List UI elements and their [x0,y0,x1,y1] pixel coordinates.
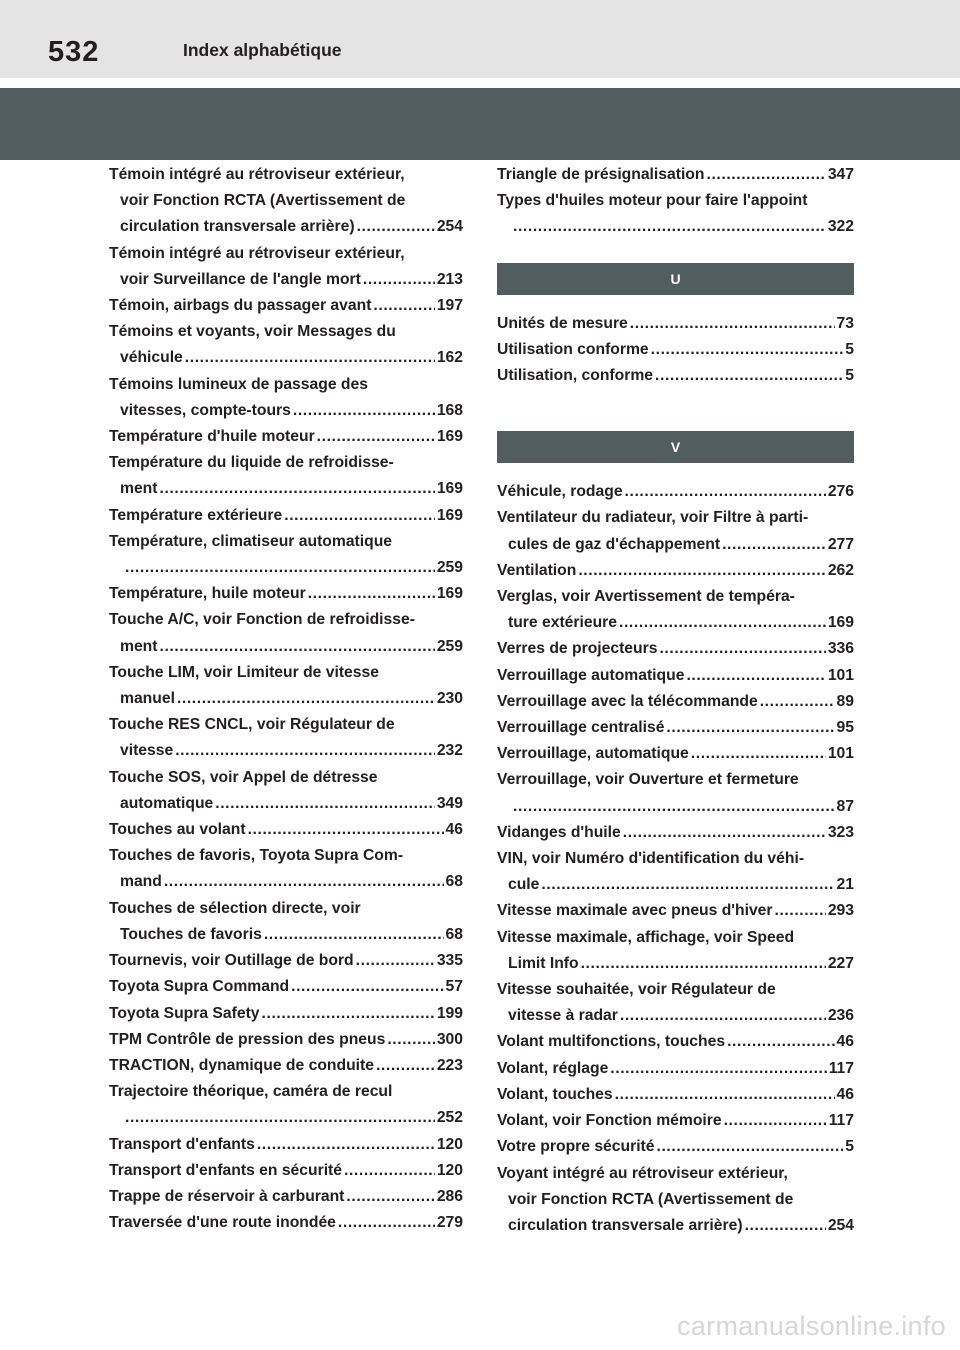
index-entry [497,846,854,898]
entry-text: Température extérieure [109,506,283,524]
index-entry [109,581,463,607]
page-reference: 349 [436,794,463,812]
entry-text: TRACTION, dynamique de conduite [109,1056,374,1074]
entry-leader-row [497,311,854,337]
page-reference: 87 [836,797,854,815]
dot-leader [215,791,435,817]
dot-leader [578,558,825,584]
page-reference: 169 [436,428,463,446]
entry-leader-row [497,794,854,820]
dot-leader [513,794,835,820]
entry-leader-row [497,558,854,584]
page-reference: 46 [836,1085,854,1103]
entry-text: Limit Info [508,954,579,972]
entry-text: automatique [120,794,214,812]
page-reference: 293 [827,902,854,920]
entry-text: Toyota Supra Command [109,978,290,996]
running-title: Index alphabétique [183,40,342,60]
index-entry [497,636,854,662]
entry-leader-row [109,738,463,764]
entry-text: Température d'huile moteur [109,428,315,446]
index-entry [109,765,463,817]
entry-leader-row [497,663,854,689]
index-entry [497,820,854,846]
entry-leader-row [109,922,463,948]
entry-text: VIN, voir Numéro d'identification du véhi- [497,850,805,868]
entry-leader-row [109,293,463,319]
dot-leader [655,363,843,389]
entry-leader-row [109,1053,463,1079]
page-reference: 259 [436,559,463,577]
dot-leader [284,503,435,529]
page-reference: 232 [436,742,463,760]
dot-leader [630,311,835,337]
dot-leader [651,337,844,363]
dot-leader [686,663,825,689]
entry-leader-row [109,869,463,895]
entry-text: Verglas, voir Avertissement de tempéra- [497,588,795,606]
entry-text: Verrouillage, automatique [497,745,689,763]
dot-leader [625,479,826,505]
dot-leader [727,1029,834,1055]
entry-leader-row [109,634,463,660]
page-reference: 262 [827,561,854,579]
entry-text: Témoin intégré au rétroviseur extérieur, [109,166,405,183]
entry-text: Toyota Supra Safety [109,1004,260,1022]
page-reference: 46 [836,1033,854,1051]
dot-leader [177,686,435,712]
page-reference: 259 [436,637,463,655]
entry-text: Température, huile moteur [109,585,306,603]
dot-leader [293,398,435,424]
entry-text: Transport d'enfants [109,1135,255,1153]
entry-text: Verres de projecteurs [497,640,658,658]
index-entry [109,1053,463,1079]
entry-leader-row [497,610,854,636]
index-entry [109,712,463,764]
entry-text: Verrouillage automatique [497,666,685,684]
dot-leader [159,476,434,502]
index-entry [497,311,854,337]
page-reference: 322 [827,218,854,236]
index-entry [109,241,463,293]
page-reference: 73 [836,314,854,332]
entry-leader-row [497,479,854,505]
dot-leader [357,214,435,240]
index-entry [497,188,854,240]
page-reference: 95 [836,719,854,737]
entry-leader-row [109,267,463,293]
entry-text: circulation transversale arrière) [508,1216,743,1234]
index-entry [109,450,463,502]
dot-leader [308,581,435,607]
entry-text: voir Surveillance de l'angle mort [120,270,361,288]
entry-text: Ventilation [497,561,577,579]
entry-leader-row [109,1132,463,1158]
entry-text: vitesse [120,742,174,760]
entry-text: Touches de sélection directe, voir [109,899,361,917]
dot-leader [513,214,826,240]
entry-leader-row [109,1158,463,1184]
page-reference: 223 [436,1056,463,1074]
entry-text: mand [120,873,162,891]
entry-leader-row [109,1001,463,1027]
entry-text: Ventilateur du radiateur, voir Filtre à parti- [497,509,809,527]
index-entry [109,372,463,424]
entry-leader-row [109,424,463,450]
dot-leader [657,1134,844,1160]
page-reference: 168 [436,401,463,419]
page-reference: 169 [436,506,463,524]
header-band [0,88,960,160]
entry-text: circulation transversale arrière) [120,218,355,236]
entry-text: TPM Contrôle de pression des pneus [109,1030,386,1048]
index-entry [497,767,854,819]
index-entry [109,1184,463,1210]
entry-text: véhicule [120,349,183,367]
page-reference: 286 [436,1187,463,1205]
entry-text: Voyant intégré au rétroviseur extérieur, [497,1164,788,1182]
entry-leader-row [109,555,463,581]
page-reference: 89 [836,692,854,710]
page-reference: 347 [827,166,854,183]
dot-leader [706,162,825,188]
index-entry [109,529,463,581]
dot-leader [722,532,826,558]
entry-leader-row [497,689,854,715]
index-entry [497,162,854,188]
index-entry [109,1079,463,1131]
dot-leader [346,1184,434,1210]
dot-leader [775,898,826,924]
entry-text: Traversée d'une route inondée [109,1214,336,1232]
page-reference: 300 [436,1030,463,1048]
entry-text: Verrouillage centralisé [497,719,665,737]
index-entry [497,337,854,363]
entry-text: Trajectoire théorique, caméra de recul [109,1083,393,1101]
index-column-left [109,162,463,1236]
page-reference: 57 [445,978,463,996]
entry-leader-row [497,1134,854,1160]
index-entry [497,741,854,767]
page-reference: 68 [445,925,463,943]
page-reference: 117 [828,1059,854,1077]
index-entry [497,479,854,505]
entry-text: Vidanges d'huile [497,823,621,841]
page-reference: 236 [827,1007,854,1025]
index-entry [109,948,463,974]
watermark: carmanualsonline.info [677,1311,946,1341]
entry-text: Vitesse maximale avec pneus d'hiver [497,902,773,920]
page-reference: 21 [836,876,854,894]
page-reference: 120 [436,1161,463,1179]
index-entry [497,1108,854,1134]
index-entry [497,1134,854,1160]
entry-leader-row [109,345,463,371]
dot-leader [262,1001,435,1027]
index-entry [497,1029,854,1055]
index-entry [109,503,463,529]
page-reference: 230 [436,690,463,708]
entry-text: ment [120,480,158,498]
page-reference: 162 [436,349,463,367]
entry-text: Trappe de réservoir à carburant [109,1187,345,1205]
page-reference: 213 [436,270,463,288]
entry-text: Témoin intégré au rétroviseur extérieur, [109,244,405,262]
entry-text: Volant multifonctions, touches [497,1033,726,1051]
entry-leader-row [497,1003,854,1029]
entry-leader-row [497,162,854,188]
entry-leader-row [109,1184,463,1210]
entry-leader-row [497,1082,854,1108]
entry-leader-row [109,948,463,974]
entry-leader-row [109,817,463,843]
page-reference: 254 [436,218,463,236]
entries-v [497,479,854,1239]
entry-text: ture extérieure [508,614,617,632]
entry-leader-row [497,532,854,558]
entry-text: Touche LIM, voir Limiteur de vitesse [109,663,379,681]
page-reference: 68 [445,873,463,891]
entry-leader-row [497,1213,854,1239]
dot-leader [164,869,444,895]
entry-text: voir Fonction RCTA (Avertissement de [120,192,406,210]
page-number: 532 [48,36,100,68]
dot-leader [724,1108,827,1134]
dot-leader [619,610,826,636]
entries-t-continued [497,162,854,241]
entry-leader-row [109,1027,463,1053]
index-entry [109,607,463,659]
page-reference: 336 [827,640,854,658]
dot-leader [159,634,434,660]
entry-leader-row [497,337,854,363]
index-entry [497,977,854,1029]
entry-leader-row [109,398,463,424]
entry-text: cule [508,876,540,894]
page-reference: 120 [436,1135,463,1153]
entry-text: Volant, voir Fonction mémoire [497,1112,722,1130]
index-entry [497,363,854,389]
page-reference: 46 [445,821,463,839]
entry-leader-row [497,1108,854,1134]
index-entry [109,1158,463,1184]
entry-text: voir Fonction RCTA (Avertissement de [508,1190,794,1208]
dot-leader [185,345,435,371]
entry-leader-row [109,1210,463,1236]
index-entry [109,1132,463,1158]
page-reference: 169 [827,614,854,632]
entry-leader-row [497,741,854,767]
dot-leader [291,974,443,1000]
entry-text: Témoins et voyants, voir Messages du [109,323,396,341]
index-entry [497,925,854,977]
page-reference: 5 [845,340,854,358]
index-entry [109,843,463,895]
entry-text: Vitesse souhaitée, voir Régulateur de [497,981,776,999]
entry-text: Touches de favoris [120,925,262,943]
page-reference: 5 [845,1138,854,1156]
entry-leader-row [109,974,463,1000]
entry-text: Touche A/C, voir Fonction de refroidisse- [109,611,415,629]
entry-leader-row [497,636,854,662]
entry-leader-row [109,214,463,240]
entry-leader-row [109,686,463,712]
index-entry [109,162,463,241]
page-reference: 117 [828,1112,854,1130]
index-entry [109,974,463,1000]
entry-text: Volant, réglage [497,1059,609,1077]
index-entry [109,293,463,319]
entry-text: Tournevis, voir Outillage de bord [109,952,354,970]
dot-leader [376,1053,435,1079]
entry-text: Vitesse maximale, affichage, voir Speed [497,928,795,946]
page-reference: 199 [436,1004,463,1022]
entry-leader-row [109,476,463,502]
dot-leader [338,1210,435,1236]
dot-leader [610,1056,826,1082]
page-reference: 227 [827,954,854,972]
index-entry [497,1056,854,1082]
index-entry [497,558,854,584]
entry-text: Triangle de présignalisation [497,166,705,183]
dot-leader [344,1158,435,1184]
dot-leader [620,1003,826,1029]
page-reference: 323 [827,823,854,841]
entry-text: Verrouillage, voir Ouverture et fermeture [497,771,799,789]
entry-text: cules de gaz d'échappement [508,535,721,553]
index-entry [109,896,463,948]
page-reference: 5 [845,367,854,385]
entry-leader-row [109,791,463,817]
dot-leader [745,1213,826,1239]
entry-text: vitesse à radar [508,1007,618,1025]
index-entry [109,424,463,450]
entry-text: Température, climatiseur automatique [109,532,393,550]
entry-text: ment [120,637,158,655]
entry-text: Témoin, airbags du passager avant [109,297,372,315]
page-reference: 279 [436,1214,463,1232]
dot-leader [691,741,826,767]
page-reference: 252 [436,1109,463,1127]
entry-text: Utilisation, conforme [497,367,654,385]
dot-leader [373,293,434,319]
index-entry [497,1161,854,1240]
dot-leader [541,872,834,898]
entry-text: Touche RES CNCL, voir Régulateur de [109,716,395,734]
index-entry [497,663,854,689]
dot-leader [666,715,834,741]
entry-text: Température du liquide de refroidisse- [109,454,394,472]
index-entry [109,319,463,371]
dot-leader [615,1082,835,1108]
entry-leader-row [497,1056,854,1082]
dot-leader [659,636,825,662]
entry-text: Touches au volant [109,821,246,839]
index-entry [497,715,854,741]
page-reference: 101 [827,666,854,684]
page-reference: 197 [436,297,463,315]
page-reference: 335 [436,952,463,970]
entry-leader-row [497,951,854,977]
index-column-right [497,162,854,1239]
entry-text: Témoins lumineux de passage des [109,375,368,393]
entry-text: Unités de mesure [497,314,628,332]
section-header-u: U [497,263,854,295]
page-reference: 169 [436,585,463,603]
dot-leader [356,948,435,974]
entry-text: Utilisation conforme [497,340,649,358]
dot-leader [125,1105,435,1131]
entry-text: Touche SOS, voir Appel de détresse [109,768,378,786]
index-entry [109,1027,463,1053]
entry-leader-row [497,1029,854,1055]
entry-leader-row [497,363,854,389]
dot-leader [317,424,435,450]
index-entry [497,584,854,636]
entry-text: vitesses, compte-tours [120,401,291,419]
entry-text: Votre propre sécurité [497,1138,655,1156]
dot-leader [363,267,435,293]
entry-leader-row [497,820,854,846]
entry-leader-row [497,214,854,240]
header-bar [0,0,960,78]
dot-leader [581,951,826,977]
entry-text: Volant, touches [497,1085,613,1103]
page-reference: 169 [436,480,463,498]
index-entry [497,689,854,715]
index-entry [109,817,463,843]
dot-leader [175,738,435,764]
dot-leader [387,1027,434,1053]
entry-leader-row [109,581,463,607]
entry-text: manuel [120,690,175,708]
dot-leader [623,820,826,846]
index-entry [497,898,854,924]
entry-text: Types d'huiles moteur pour faire l'appoint [497,192,808,210]
entry-leader-row [497,715,854,741]
dot-leader [760,689,835,715]
index-entry [497,505,854,557]
entries-u [497,311,854,390]
dot-leader [248,817,444,843]
entry-leader-row [497,872,854,898]
page-reference: 254 [827,1216,854,1234]
entry-text: Verrouillage avec la télécommande [497,692,758,710]
entry-text: Véhicule, rodage [497,483,623,501]
entry-leader-row [109,1105,463,1131]
dot-leader [257,1132,435,1158]
page-reference: 101 [827,745,854,763]
index-entry [109,1210,463,1236]
index-entry [497,1082,854,1108]
index-entry [109,660,463,712]
page-reference: 277 [827,535,854,553]
index-entry [109,1001,463,1027]
entry-leader-row [109,503,463,529]
page-reference: 276 [827,483,854,501]
entry-leader-row [497,898,854,924]
dot-leader [125,555,435,581]
section-header-v: V [497,431,854,463]
entry-text: Touches de favoris, Toyota Supra Com- [109,847,404,865]
dot-leader [264,922,444,948]
entry-text: Transport d'enfants en sécurité [109,1161,342,1179]
